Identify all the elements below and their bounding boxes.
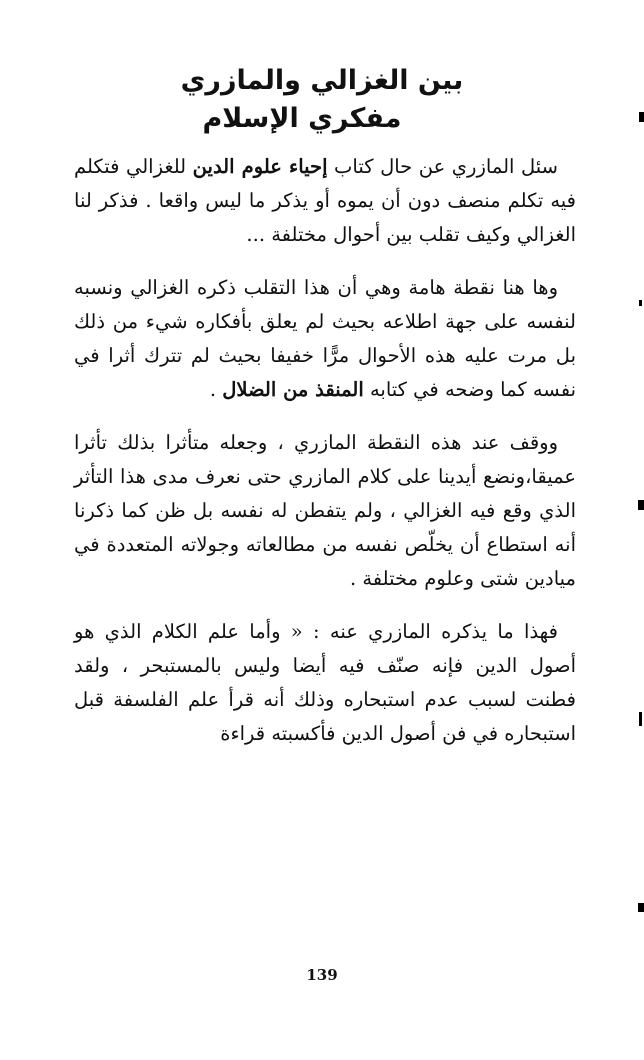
text-run: ووقف عند هذه النقطة المازري ، وجعله متأثرا بذلك تأثرا عميقا،ونضع أيدينا على كلام المازري حتى نعرف مدى هذا التأثر الذي وقع فيه الغزالي ، ولم يتفطن له نفسه بل ظن كما ذكرنا أنه استطاع أن يخلّص نفسه من مطالعاته وجولاته المتعددة في ميادين شتى وعلوم مختلفة . <box>74 431 576 590</box>
text-run: وها هنا نقطة هامة وهي أن هذا التقلب ذكره الغزالي ونسبه لنفسه على جهة اطلاعه بحيث لم يعلق بأفكاره شيء من ذلك بل مرت عليه هذه الأحوال مرًّا خفيفا بحيث لم تترك أثرا في نفسه كما وضحه في كتابه <box>74 276 576 401</box>
paragraph-4 <box>74 615 576 751</box>
book-title-munqidh: المنقذ من الضلال <box>222 378 364 401</box>
text-run: سئل المازري عن حال كتاب <box>327 155 558 178</box>
title-line-1: بين الغزالي والمازري <box>180 65 464 96</box>
scan-edge-mark <box>639 300 642 306</box>
book-title-ihya: إحياء علوم الدين <box>192 155 328 178</box>
title-line-2: مفكري الإسلام <box>202 103 402 134</box>
paragraph-1 <box>74 150 576 252</box>
scan-edge-mark <box>639 112 644 122</box>
paragraph-3 <box>74 426 576 596</box>
text-run: . <box>209 378 223 401</box>
page-number: 139 <box>306 966 338 984</box>
text-run: فهذا ما يذكره المازري عنه : « وأما علم الكلام الذي هو أصول الدين فإنه صنّف فيه أيضا وليس بالمستبحر ، ولقد فطنت لسبب عدم استبحاره وذلك أنه قرأ علم الفلسفة قبل استبحاره في فن أصول الدين فأكسبته قراءة <box>74 620 576 745</box>
chapter-title <box>0 62 644 138</box>
body-text <box>74 150 576 770</box>
scan-edge-mark <box>638 903 644 912</box>
scan-edge-mark <box>638 500 644 510</box>
scan-edge-mark <box>639 712 642 726</box>
text-run: للغزالي فتكلم فيه تكلم منصف دون أن يموه أو يذكر ما ليس واقعا . فذكر لنا الغزالي وكيف تقلب بين أحوال مختلفة ... <box>74 155 576 246</box>
paragraph-2 <box>74 271 576 407</box>
